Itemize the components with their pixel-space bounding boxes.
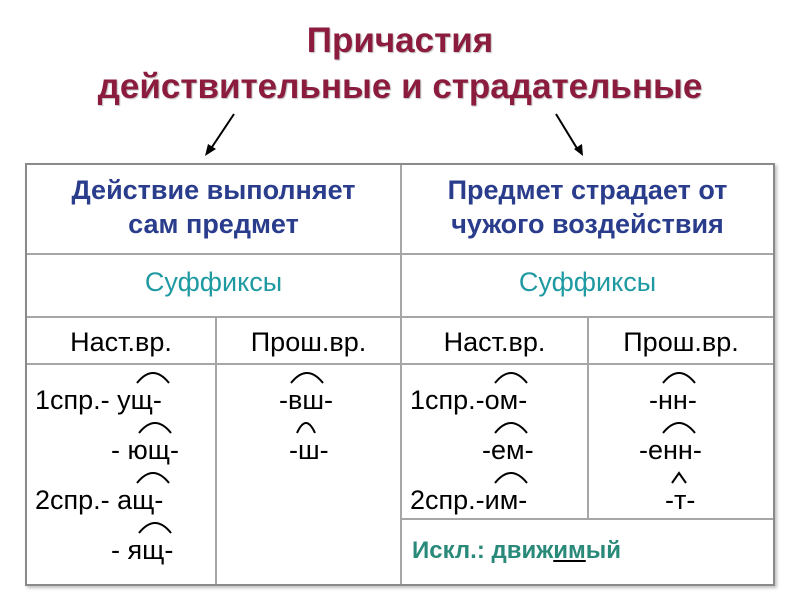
active-header-line1: Действие выполняет <box>71 175 356 205</box>
suffix-arc-icon <box>135 369 171 385</box>
arrow-right-icon <box>550 110 590 160</box>
divider <box>400 518 773 520</box>
page-title: Причастия <box>306 21 494 60</box>
suffix-row: -нн- <box>649 385 697 415</box>
suffix-row: 1спр.-ом- <box>410 385 528 415</box>
exception-note <box>412 537 621 565</box>
passive-header-line1: Предмет страдает от <box>447 175 728 205</box>
page-subtitle: действительные и страдательные <box>97 67 703 106</box>
exception-prefix: Искл.: движ <box>412 537 554 564</box>
suffix-arc-icon <box>661 419 697 435</box>
suffix-row: 2спр.-им- <box>410 485 528 515</box>
passive-header-line2: чужого воздействия <box>451 209 724 239</box>
suffix-arc-icon <box>135 469 171 485</box>
participles-table <box>25 163 775 586</box>
suffix-row: -ш- <box>289 435 329 465</box>
suffix-arc-icon <box>289 369 325 385</box>
suffix-row: -т- <box>665 485 696 515</box>
passive-suffix-label: Суффиксы <box>518 267 657 297</box>
active-present-label: Наст.вр. <box>70 327 172 357</box>
active-suffix-label: Суффиксы <box>144 267 283 297</box>
exception-underlined: им <box>553 537 586 564</box>
suffix-row: -енн- <box>639 435 702 465</box>
passive-past-label: Прош.вр. <box>623 327 739 357</box>
suffix-arc-icon <box>295 419 317 435</box>
active-past-label: Прош.вр. <box>250 327 367 357</box>
passive-header <box>402 173 773 241</box>
active-header <box>27 173 400 241</box>
suffix-row: - ющ- <box>111 435 179 465</box>
suffix-row: -вш- <box>279 385 333 415</box>
suffix-arc-icon <box>493 469 529 485</box>
divider <box>27 316 773 318</box>
suffix-row: 2спр.- ащ- <box>35 485 164 515</box>
suffix-row: - ящ- <box>111 535 174 565</box>
arrow-left-icon <box>200 110 240 160</box>
exception-suffix: ый <box>585 537 621 564</box>
passive-present-label: Наст.вр. <box>443 327 546 357</box>
suffix-arc-icon <box>493 419 529 435</box>
active-header-line2: сам предмет <box>128 209 299 239</box>
suffix-arc-icon <box>669 471 689 485</box>
divider <box>27 253 773 255</box>
suffix-row: -ем- <box>482 435 534 465</box>
suffix-arc-icon <box>137 419 173 435</box>
suffix-arc-icon <box>493 369 529 385</box>
suffix-row: 1спр.- ущ- <box>35 385 162 415</box>
divider <box>27 363 773 365</box>
suffix-arc-icon <box>137 519 173 535</box>
suffix-arc-icon <box>661 369 697 385</box>
